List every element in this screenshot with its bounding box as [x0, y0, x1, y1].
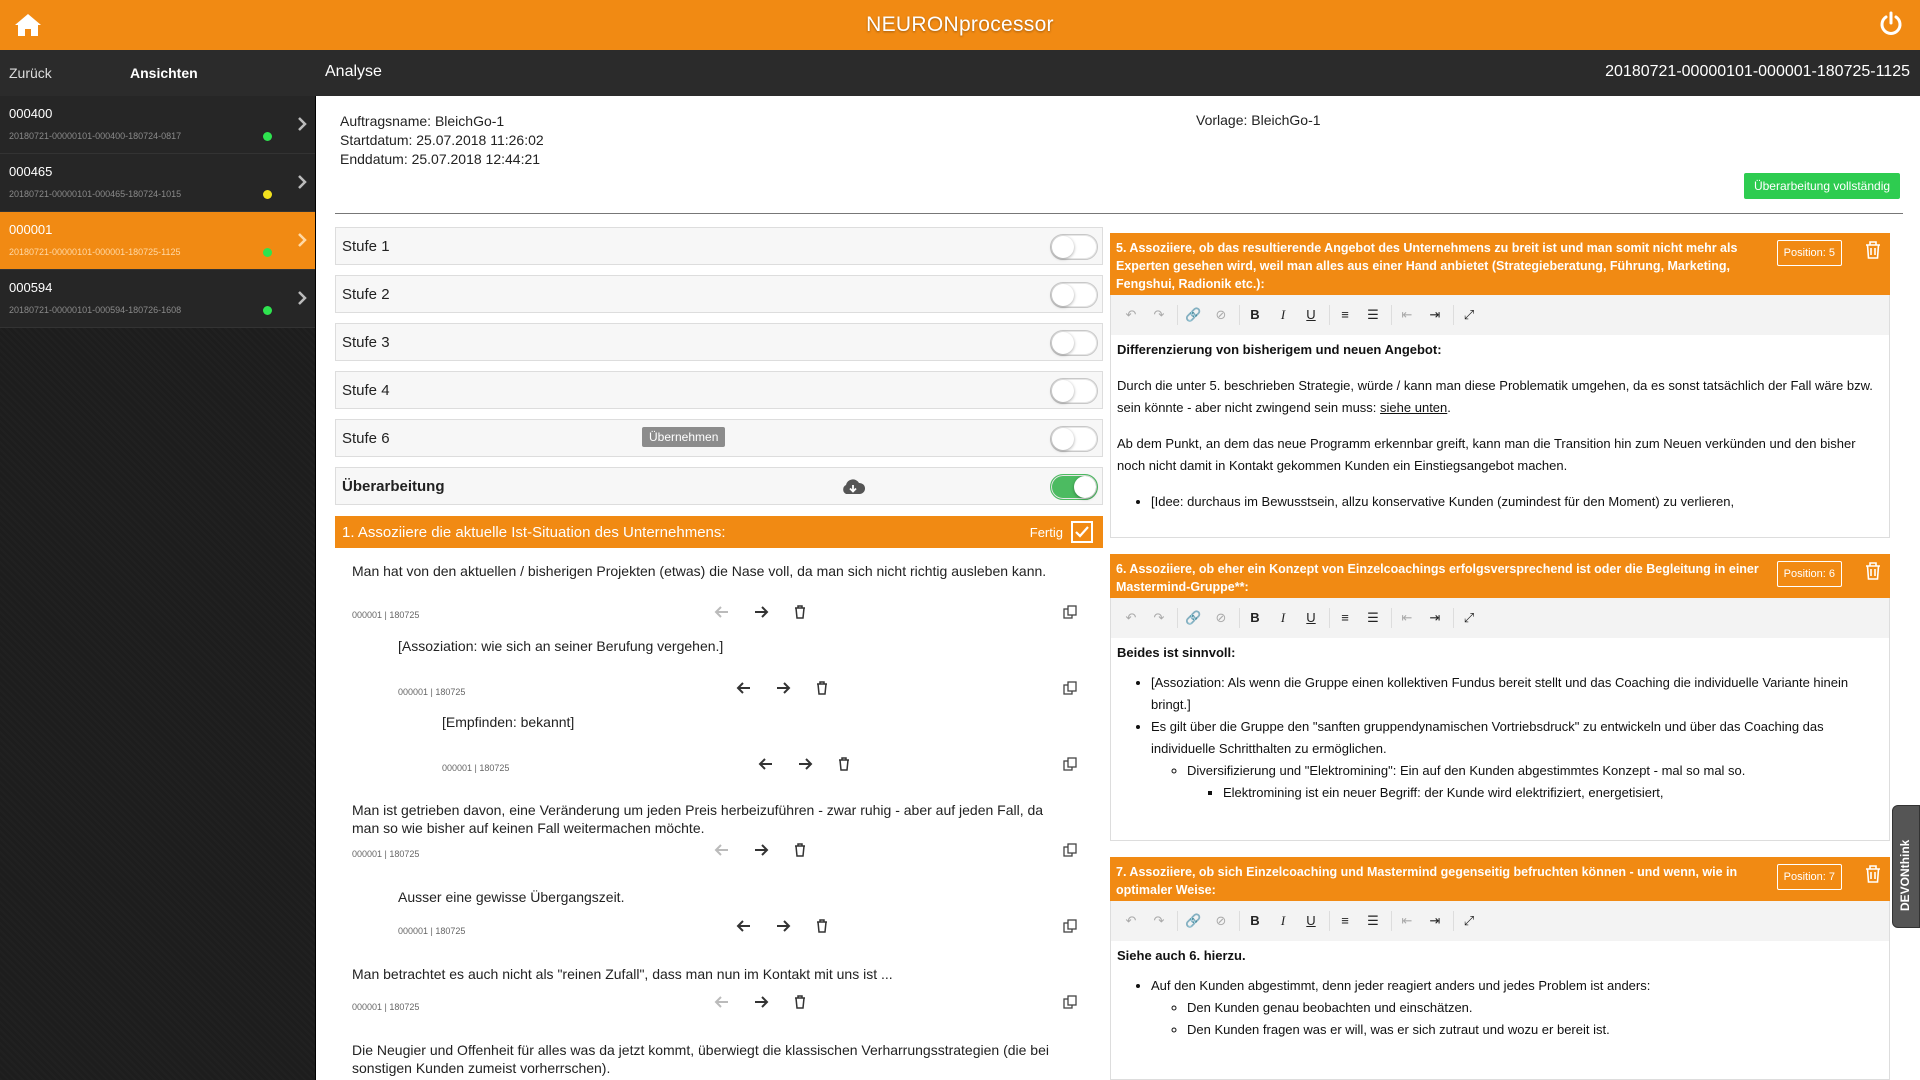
- editor-heading: Beides ist sinnvoll:: [1117, 645, 1236, 660]
- stage-label: Stufe 4: [342, 382, 390, 399]
- association-meta: 000001 | 180725: [398, 926, 466, 936]
- bullet-list-icon[interactable]: ☰: [1367, 913, 1379, 928]
- undo-icon[interactable]: ↶: [1125, 913, 1137, 928]
- item-id: 20180721-00000101-000465-180724-1015: [9, 189, 182, 199]
- section-title: Analyse: [325, 63, 382, 80]
- copy-icon[interactable]: [1062, 842, 1078, 858]
- trash-icon[interactable]: [1864, 561, 1882, 581]
- underline-icon[interactable]: U: [1306, 610, 1316, 625]
- toolbar-separator: [1177, 305, 1178, 325]
- stage-label: Stufe 2: [342, 286, 390, 303]
- toolbar-separator: [1453, 608, 1454, 628]
- editor-toolbar: [1110, 598, 1890, 638]
- status-dot: [263, 248, 272, 257]
- rich-text-editor[interactable]: [1110, 941, 1890, 1080]
- question-panel-header: [1110, 233, 1890, 295]
- arrow-left-icon[interactable]: [714, 842, 730, 858]
- panel-question: 5. Assoziiere, ob das resultierende Angebot des Unternehmens zu breit ist und man somit nicht mehr als Experten gesehen wird, weil man alles aus einer Hand anbietet (Strategieberatung, Führung, Marketing, Fengshui, Radionik etc.):: [1116, 241, 1738, 291]
- start-date: Startdatum: 25.07.2018 11:26:02: [340, 132, 544, 148]
- toolbar-separator: [1177, 608, 1178, 628]
- stage-label: Stufe 6: [342, 430, 390, 447]
- panel-question: 7. Assoziiere, ob sich Einzelcoaching und Mastermind gegenseitig befruchten können - und wenn, wie in optimaler Weise:: [1116, 865, 1738, 897]
- ordered-list-icon[interactable]: ≡: [1341, 307, 1349, 322]
- copy-icon[interactable]: [1062, 680, 1078, 696]
- trash-icon[interactable]: [814, 680, 830, 696]
- stage-row: [335, 371, 1103, 409]
- stage-label: Überarbeitung: [342, 478, 445, 495]
- undo-icon[interactable]: ↶: [1125, 610, 1137, 625]
- association-text: Die Neugier und Offenheit für alles was da jetzt kommt, überwiegt die klassischen Verharrungsstrategien (die bei sonstigen Kunden zumeist vorherrschen).: [352, 1042, 1049, 1076]
- unlink-icon[interactable]: ⊘: [1215, 610, 1227, 625]
- editor-list-item: ◦ Diversifizierung und "Elektromining": Ein auf den Kunden abgestimmtes Konzept - mal so mal so.: [1187, 760, 1883, 782]
- chevron-right-icon: [297, 116, 307, 132]
- editor-list-item: • [Idee: durchaus im Bewusstsein, allzu konservative Kunden (zumindest für den Moment) zu verlieren,: [1151, 491, 1883, 513]
- fullscreen-icon[interactable]: ⤢: [1463, 913, 1475, 928]
- arrow-right-icon[interactable]: [797, 756, 813, 772]
- chevron-right-icon: [297, 232, 307, 248]
- status-dot: [263, 132, 272, 141]
- position-badge[interactable]: Position: 6: [1777, 561, 1842, 587]
- toolbar-separator: [1239, 608, 1240, 628]
- arrow-left-icon[interactable]: [736, 680, 752, 696]
- stage-toggle[interactable]: [1050, 426, 1098, 452]
- status-dot: [263, 190, 272, 199]
- order-meta: [340, 112, 544, 169]
- order-name: Auftragsname: BleichGo-1: [340, 113, 505, 129]
- arrow-right-icon[interactable]: [753, 842, 769, 858]
- editor-list-item: ◦ Den Kunden genau beobachten und einschätzen.: [1187, 997, 1883, 1019]
- revision-complete-button[interactable]: Überarbeitung vollständig: [1744, 173, 1900, 199]
- devonthink-label: DEVONthink: [1898, 839, 1912, 911]
- association-meta: 000001 | 180725: [352, 849, 420, 859]
- position-badge[interactable]: Position: 7: [1777, 864, 1842, 890]
- toolbar-separator: [1239, 911, 1240, 931]
- italic-icon[interactable]: I: [1280, 610, 1286, 625]
- done-checkbox[interactable]: [1071, 521, 1093, 543]
- toolbar-separator: [1453, 911, 1454, 931]
- undo-icon[interactable]: ↶: [1125, 307, 1137, 322]
- link-icon[interactable]: 🔗: [1185, 307, 1202, 322]
- redo-icon[interactable]: ↷: [1153, 610, 1165, 625]
- link-icon[interactable]: 🔗: [1185, 913, 1202, 928]
- link-icon[interactable]: 🔗: [1185, 610, 1202, 625]
- editor-heading: Siehe auch 6. hierzu.: [1117, 948, 1246, 963]
- arrow-right-icon[interactable]: [753, 604, 769, 620]
- status-dot: [263, 306, 272, 315]
- association-meta: 000001 | 180725: [398, 687, 466, 697]
- toolbar-separator: [1391, 608, 1392, 628]
- position-badge[interactable]: Position: 5: [1777, 240, 1842, 266]
- ordered-list-icon[interactable]: ≡: [1341, 913, 1349, 928]
- copy-icon[interactable]: [1062, 604, 1078, 620]
- stage-row: [335, 323, 1103, 361]
- outdent-icon[interactable]: ⇤: [1401, 610, 1413, 625]
- indent-icon[interactable]: ⇥: [1429, 307, 1441, 322]
- editor-paragraph: Ab dem Punkt, an dem das neue Programm erkennbar greift, kann man die Transition hin zum Neuen verkünden und den bisher noch nicht damit in Kontakt gekommen Kunden ein Einstiegsangebot machen.: [1117, 436, 1856, 473]
- arrow-left-icon[interactable]: [714, 994, 730, 1010]
- stage-toggle[interactable]: [1050, 474, 1098, 500]
- panel-question: 6. Assoziiere, ob eher ein Konzept von Einzelcoachings erfolgsversprechend ist oder die Begleitung in einer Mastermind-Gruppe**:: [1116, 562, 1759, 594]
- app-header: [0, 0, 1920, 50]
- copy-icon[interactable]: [1062, 756, 1078, 772]
- chevron-right-icon: [297, 290, 307, 306]
- stage-label: Stufe 3: [342, 334, 390, 351]
- editor-list-item: ◦ Den Kunden fragen was er will, was er sich zutraut und wozu er bereit ist.: [1187, 1019, 1883, 1041]
- home-icon[interactable]: [14, 12, 42, 38]
- arrow-right-icon[interactable]: [775, 680, 791, 696]
- template-name: Vorlage: BleichGo-1: [1196, 112, 1321, 128]
- sidebar-item[interactable]: [0, 270, 315, 328]
- association-text: [Empfinden: bekannt]: [442, 714, 575, 730]
- bullet-list-icon[interactable]: ☰: [1367, 610, 1379, 625]
- arrow-left-icon[interactable]: [736, 918, 752, 934]
- outdent-icon[interactable]: ⇤: [1401, 913, 1413, 928]
- stage-toggle[interactable]: [1050, 378, 1098, 404]
- editor-list-item: • [Assoziation: Als wenn die Gruppe einen kollektiven Fundus bereit stellt und das Coaching die individuelle Variante hinein bringt.]: [1151, 672, 1883, 716]
- rich-text-editor[interactable]: Differenzierung von bisherigem und neuen Angebot: Durch die unter 5. beschrieben Strategie, würde / kann man diese Problematik umgehen, da es sonst tatsächlich der Fall wäre bzw. sein könnte - aber nicht zwingend sein muss: siehe unten. Ab dem Punkt, an dem das neue Programm erkennbar greift, kann man die Transition hin zum Neuen verkünden und den bisher noch nicht damit in Kontakt gekommen Kunden ein Einstiegsangebot machen. • [Idee: durchaus im Bewusstsein, allzu konservative Kunden (zumindest für den Moment) zu verlieren,: [1110, 335, 1890, 538]
- check-icon: [1073, 523, 1091, 541]
- done-label: Fertig: [1029, 525, 1063, 540]
- trash-icon[interactable]: [792, 994, 808, 1010]
- redo-icon[interactable]: ↷: [1153, 913, 1165, 928]
- outdent-icon[interactable]: ⇤: [1401, 307, 1413, 322]
- stage-toggle[interactable]: [1050, 234, 1098, 260]
- question-header: [335, 516, 1103, 548]
- link-text[interactable]: siehe unten: [1380, 400, 1448, 415]
- sidebar-item[interactable]: [0, 96, 315, 154]
- editor-paragraph: Durch die unter 5. beschrieben Strategie, würde / kann man diese Problematik umgehen, da es sonst tatsächlich der Fall wäre bzw. sein könnte - aber nicht zwingend sein muss:: [1117, 378, 1873, 415]
- copy-icon[interactable]: [1062, 994, 1078, 1010]
- association-text: [Assoziation: wie sich an seiner Berufung vergehen.]: [398, 638, 724, 654]
- editor-list-item: • Auf den Kunden abgestimmt, denn jeder reagiert anders und jedes Problem ist anders:: [1151, 975, 1883, 997]
- sidebar: [0, 96, 316, 1080]
- toolbar-separator: [1177, 911, 1178, 931]
- association-meta: 000001 | 180725: [352, 610, 420, 620]
- indent-icon[interactable]: ⇥: [1429, 610, 1441, 625]
- trash-icon[interactable]: [1864, 240, 1882, 260]
- toolbar-separator: [1239, 305, 1240, 325]
- unlink-icon[interactable]: ⊘: [1215, 913, 1227, 928]
- bold-icon[interactable]: B: [1250, 610, 1260, 625]
- item-number: 000465: [9, 164, 53, 179]
- cloud-download-icon[interactable]: [840, 478, 866, 496]
- association-text: Man hat von den aktuellen / bisherigen Projekten (etwas) die Nase voll, da man sich nicht richtig ausleben kann.: [352, 563, 1047, 579]
- toolbar-separator: [1453, 305, 1454, 325]
- arrow-left-icon[interactable]: [758, 756, 774, 772]
- item-number: 000001: [9, 222, 53, 237]
- item-number: 000400: [9, 106, 53, 121]
- editor-heading: Differenzierung von bisherigem und neuen Angebot:: [1117, 342, 1442, 357]
- stage-row: [335, 467, 1103, 505]
- indent-icon[interactable]: ⇥: [1429, 913, 1441, 928]
- editor-list-item: ▪ Elektromining ist ein neuer Begriff: der Kunde wird elektrifiziert, energetisiert,: [1223, 782, 1883, 804]
- ordered-list-icon[interactable]: ≡: [1341, 610, 1349, 625]
- editor-toolbar: [1110, 295, 1890, 335]
- redo-icon[interactable]: ↷: [1153, 307, 1165, 322]
- stage-row: [335, 275, 1103, 313]
- item-id: 20180721-00000101-000400-180724-0817: [9, 131, 182, 141]
- bold-icon[interactable]: B: [1250, 307, 1260, 322]
- stage-label: Stufe 1: [342, 238, 390, 255]
- italic-icon[interactable]: I: [1280, 913, 1286, 928]
- document-id: 20180721-00000101-000001-180725-1125: [1605, 63, 1910, 80]
- editor-list-item: • Es gilt über die Gruppe den "sanften gruppendynamischen Vortriebsdruck" zu entwickeln und über das Coaching das individuelle Schritthalten zu ermöglichen.: [1151, 716, 1883, 760]
- rich-text-editor[interactable]: [1110, 638, 1890, 841]
- underline-icon[interactable]: U: [1306, 913, 1316, 928]
- underline-icon[interactable]: U: [1306, 307, 1316, 322]
- item-number: 000594: [9, 280, 53, 295]
- association-text: Ausser eine gewisse Übergangszeit.: [398, 889, 625, 905]
- trash-icon[interactable]: [792, 842, 808, 858]
- arrow-right-icon[interactable]: [775, 918, 791, 934]
- copy-icon[interactable]: [1062, 918, 1078, 934]
- sidebar-item[interactable]: [0, 154, 315, 212]
- fullscreen-icon[interactable]: ⤢: [1463, 610, 1475, 625]
- trash-icon[interactable]: [792, 604, 808, 620]
- views-label: Ansichten: [130, 65, 198, 81]
- end-date: Enddatum: 25.07.2018 12:44:21: [340, 151, 541, 167]
- trash-icon[interactable]: [814, 918, 830, 934]
- main-content: [316, 96, 1920, 1080]
- question-panel-header: [1110, 554, 1890, 598]
- toolbar-separator: [1391, 911, 1392, 931]
- arrow-left-icon[interactable]: [714, 604, 730, 620]
- association-text: Man betrachtet es auch nicht als "reinen Zufall", dass man nun im Kontakt mit uns ist ...: [352, 966, 893, 982]
- question-title: 1. Assoziiere die aktuelle Ist-Situation des Unternehmens:: [342, 524, 726, 541]
- stage-toggle[interactable]: [1050, 330, 1098, 356]
- toolbar-separator: [1329, 608, 1330, 628]
- bold-icon[interactable]: B: [1250, 913, 1260, 928]
- back-button[interactable]: Zurück: [9, 65, 52, 81]
- nav-bar: [0, 50, 1920, 96]
- stage-row: [335, 419, 1103, 457]
- chevron-right-icon: [297, 174, 307, 190]
- association-meta: 000001 | 180725: [352, 1002, 420, 1012]
- italic-icon[interactable]: I: [1280, 307, 1286, 322]
- stage-toggle[interactable]: [1050, 282, 1098, 308]
- toolbar-separator: [1329, 911, 1330, 931]
- editor-toolbar: [1110, 901, 1890, 941]
- stage-row: [335, 227, 1103, 265]
- bullet-list-icon[interactable]: ☰: [1367, 307, 1379, 322]
- apply-button[interactable]: Übernehmen: [642, 427, 725, 447]
- trash-icon[interactable]: [836, 756, 852, 772]
- arrow-right-icon[interactable]: [753, 994, 769, 1010]
- item-id: 20180721-00000101-000594-180726-1608: [9, 305, 182, 315]
- divider: [335, 213, 1903, 214]
- association-meta: 000001 | 180725: [442, 763, 510, 773]
- item-id: 20180721-00000101-000001-180725-1125: [9, 247, 181, 257]
- power-icon[interactable]: [1878, 11, 1904, 37]
- app-title: NEURONprocessor: [866, 13, 1054, 36]
- association-text: Man ist getrieben davon, eine Veränderung um jeden Preis herbeizuführen - zwar ruhig - aber auf jeden Fall, da man so wie bisher auf keinen Fall weitermachen möchte.: [352, 802, 1044, 836]
- unlink-icon[interactable]: ⊘: [1215, 307, 1227, 322]
- devonthink-tab[interactable]: [1892, 805, 1920, 928]
- fullscreen-icon[interactable]: ⤢: [1463, 307, 1475, 322]
- toolbar-separator: [1391, 305, 1392, 325]
- trash-icon[interactable]: [1864, 864, 1882, 884]
- question-panel-header: [1110, 857, 1890, 901]
- sidebar-item-active[interactable]: [0, 212, 315, 270]
- toolbar-separator: [1329, 305, 1330, 325]
